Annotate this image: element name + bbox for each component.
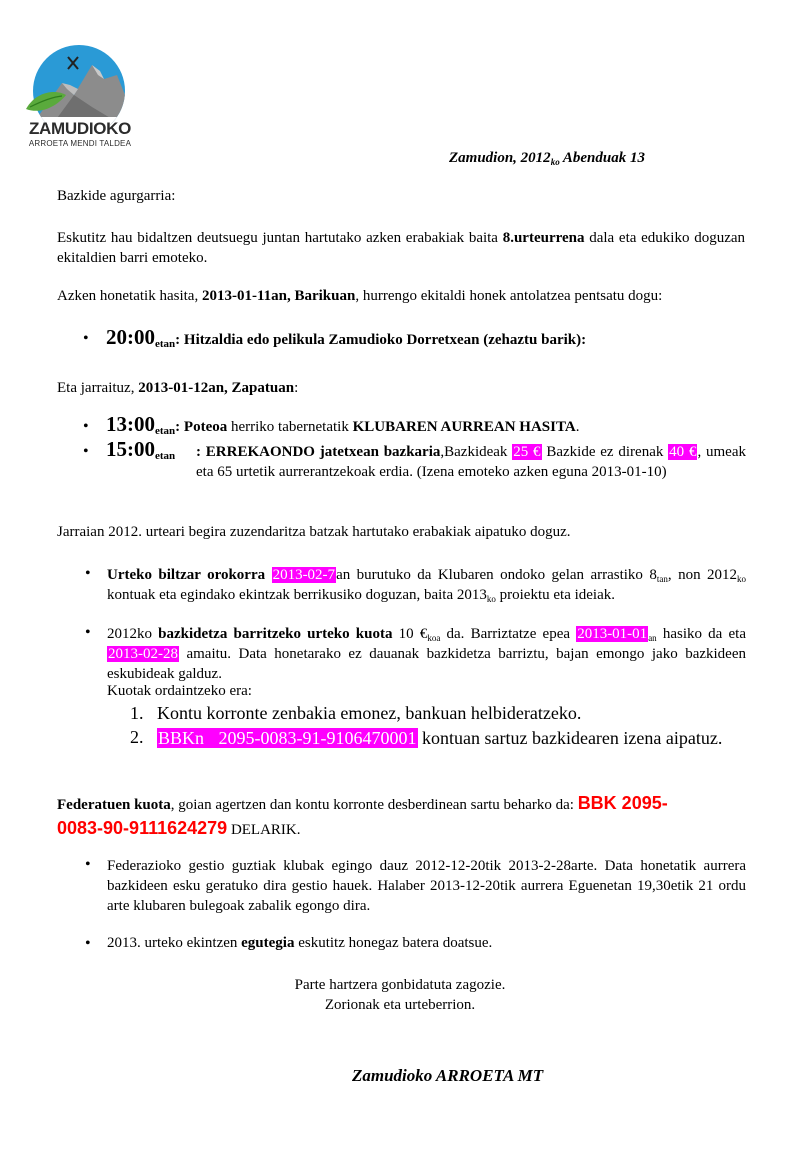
logo-name: ZAMUDIOKO bbox=[28, 119, 132, 138]
from-text: Azken honetatik hasita, bbox=[57, 288, 202, 304]
federation-fee bbox=[57, 792, 747, 842]
non-member-price: 40 € bbox=[669, 444, 697, 460]
federation-text: , goian agertzen dan kontu korronte desberdinean sartu beharko da: bbox=[170, 797, 578, 813]
renewal-start-date: 2013-01-01 bbox=[577, 626, 648, 642]
fee-text-2: 10 € bbox=[392, 626, 428, 642]
fee-sub-1: koa bbox=[427, 633, 441, 643]
signature: Zamudioko ARROETA MT bbox=[352, 1066, 544, 1085]
bullet: • bbox=[83, 418, 89, 435]
continue-line bbox=[57, 380, 298, 397]
assembly-sub-2: ko bbox=[737, 574, 746, 584]
event-3-time-label bbox=[106, 437, 175, 462]
continue-date: 2013-01-12an, Zapatuan bbox=[138, 380, 295, 396]
event-3-title: : ERREKAONDO jatetxean bazkaria bbox=[196, 444, 441, 460]
federation-account-2: 0083-90-9111624279 bbox=[57, 818, 228, 838]
assembly-sub-1: tan bbox=[656, 574, 668, 584]
assembly-text-2: , non 2012 bbox=[667, 567, 737, 583]
logo-subtitle: ARROETA MENDI TALDEA bbox=[28, 139, 132, 148]
bbk-account: BBKn 2095-0083-91-9106470001 bbox=[158, 728, 417, 748]
date-sub: ko bbox=[550, 157, 560, 167]
event-1 bbox=[106, 325, 586, 350]
assembly-text-3: kontuak eta egindako ekintzak berrikusiko doguzan, baita 2013 bbox=[107, 587, 487, 603]
intro-paragraph bbox=[57, 228, 745, 268]
intro-text-2: dala eta edukiko doguzan ekitaldien barri emoteko. bbox=[57, 230, 746, 266]
fee-title: bazkidetza barritzeko urteko kuota bbox=[158, 626, 393, 642]
event-2-sub: etan bbox=[155, 425, 176, 437]
item-federation-management: Federazioko gestio guztiak klubak egingo dauz 2012-12-20tik 2013-2-28arte. Data honetatik aurrera bazkideen esku geratuko dira gestio hauek. Halaber 2013-12-20tik aurrera Eguenetan 19,30etik 21 ordu arte klubaren bulegoak zabalik egongo dira. bbox=[107, 858, 746, 914]
date-line bbox=[449, 150, 645, 167]
event-2-title: : Poteoa bbox=[175, 419, 228, 435]
event-2-text: herriko tabernetatik bbox=[227, 419, 353, 435]
event-2-text-2: . bbox=[575, 419, 580, 435]
intro-bold: 8.urteurrena bbox=[502, 230, 585, 246]
from-date: 2013-01-11an, Barikuan bbox=[201, 288, 356, 304]
event-1-sub: etan bbox=[155, 338, 176, 350]
assembly-date: 2013-02-7 bbox=[272, 567, 336, 583]
fee-text-3: da. Barriztatze epea bbox=[440, 626, 577, 642]
calendar-text-1: 2013. urteko ekintzen bbox=[107, 935, 242, 951]
assembly-sub-3: ko bbox=[486, 594, 496, 604]
bullet: • bbox=[85, 856, 91, 873]
calendar-text-2: eskutitz honegaz batera doatsue. bbox=[294, 935, 493, 951]
bullet: • bbox=[85, 935, 91, 952]
event-3-text-3: , umeak eta 65 urtetik aurrerantzekoak erdia. (Izena emoteko azken eguna 2013-01-10) bbox=[196, 444, 746, 480]
assembly-title: Urteko biltzar orokorra bbox=[107, 567, 266, 583]
continue-text-2: : bbox=[294, 380, 299, 396]
option-2-number: 2. bbox=[130, 727, 144, 747]
from-line bbox=[57, 288, 662, 305]
federation-account-1: BBK 2095- bbox=[577, 793, 668, 813]
intro-text: Eskutitz hau bidaltzen deutsuegu juntan hartutako azken erabakiak baita bbox=[57, 230, 503, 246]
federation-title: Federatuen kuota bbox=[57, 797, 171, 813]
event-1-time: 20:00 bbox=[106, 325, 155, 349]
event-2-bold: KLUBAREN AURREAN HASITA bbox=[352, 419, 576, 435]
fee-sub-2: an bbox=[648, 633, 657, 643]
bullet: • bbox=[83, 330, 89, 347]
payment-option-1 bbox=[130, 703, 581, 724]
greeting: Bazkide agurgarria: bbox=[57, 188, 176, 204]
option-1-text: Kontu korronte zenbakia emonez, bankuan helbideratzeko. bbox=[157, 703, 582, 723]
from-text-2: , hurrengo ekitaldi honek antolatzea pentsatu dogu: bbox=[355, 288, 663, 304]
item-general-assembly bbox=[107, 565, 746, 605]
fee-text-5: amaitu. Data honetarako ez dauanak bazkidetza barriztu, bajan emongo jako bazkideen eskubideak galduz. bbox=[107, 646, 746, 682]
federation-text-2: DELARIK. bbox=[227, 822, 301, 838]
fee-text-4: hasiko da eta bbox=[656, 626, 746, 642]
event-3-text bbox=[196, 442, 746, 482]
payment-option-2 bbox=[157, 727, 745, 750]
item-membership-fee bbox=[107, 624, 746, 684]
assembly-space bbox=[265, 567, 271, 583]
closing-line-1: Parte hartzera gonbidatuta zagozie. bbox=[294, 977, 506, 993]
bullet: • bbox=[85, 565, 91, 582]
event-1-text: : Hitzaldia edo pelikula Zamudioko Dorretxean (zehaztu barik): bbox=[175, 332, 587, 348]
date-prefix: Zamudion, 2012 bbox=[449, 150, 551, 166]
assembly-text-4: proiektu eta ideiak. bbox=[495, 587, 616, 603]
event-3-text-1: ,Bazkideak bbox=[440, 444, 513, 460]
event-2 bbox=[106, 412, 579, 437]
date-suffix: Abenduak 13 bbox=[559, 150, 645, 166]
logo bbox=[22, 45, 137, 160]
mountain-logo-icon bbox=[22, 45, 137, 125]
assembly-text-1: an burutuko da Klubaren ondoko gelan arrastiko 8 bbox=[336, 567, 657, 583]
closing-line-2: Zorionak eta urteberrion. bbox=[324, 997, 476, 1013]
bullet: • bbox=[83, 443, 89, 460]
member-price: 25 € bbox=[513, 444, 541, 460]
item-calendar bbox=[107, 935, 492, 952]
calendar-bold: egutegia bbox=[241, 935, 295, 951]
option-1-number: 1. bbox=[130, 703, 144, 723]
event-3-time: 15:00 bbox=[106, 437, 155, 461]
continue-text: Eta jarraituz, bbox=[57, 380, 139, 396]
event-3-text-2: Bazkide ez direnak bbox=[541, 444, 669, 460]
event-2-time: 13:00 bbox=[106, 412, 155, 436]
bullet: • bbox=[85, 624, 91, 641]
decisions-intro: Jarraian 2012. urteari begira zuzendaritza batzak hartutako erabakiak aipatuko doguz. bbox=[57, 524, 571, 540]
payment-intro: Kuotak ordaintzeko era: bbox=[107, 683, 252, 699]
option-2-text: kontuan sartuz bazkidearen izena aipatuz. bbox=[417, 728, 723, 748]
fee-text-1: 2012ko bbox=[107, 626, 159, 642]
closing bbox=[200, 975, 600, 1015]
event-3-sub: etan bbox=[155, 450, 176, 462]
renewal-end-date: 2013-02-28 bbox=[108, 646, 178, 662]
